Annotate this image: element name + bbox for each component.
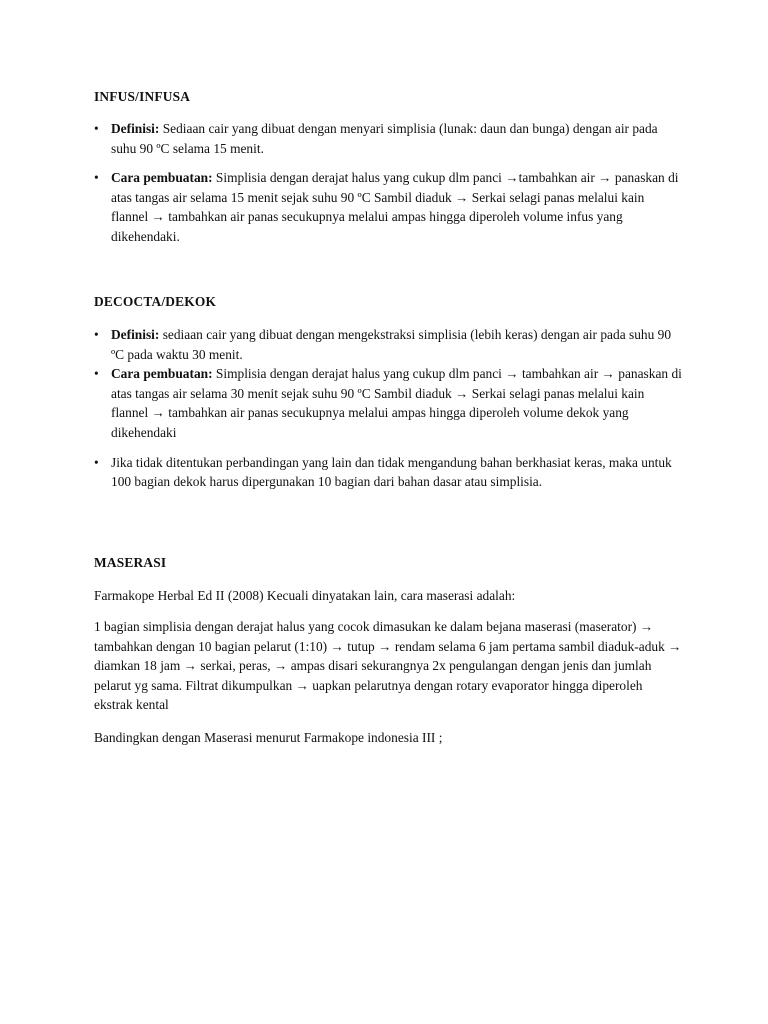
infus-list [94, 119, 684, 247]
item-text: Simplisia dengan derajat halus yang cukup dlm panci → tambahkan air → panaskan di atas tangas air selama 30 menit sejak suhu 90 ºC Sambil diaduk → Serkai selagi panas melalui kain flannel → tambahkan air panas secukupnya melalui ampas hingga diperoleh volume dekok yang dikehendaki [111, 366, 682, 440]
list-item [94, 119, 684, 158]
list-item [94, 325, 684, 364]
item-label: Definisi: [111, 121, 160, 136]
bullet-icon: • [94, 121, 99, 136]
maserasi-intro: Farmakope Herbal Ed II (2008) Kecuali dinyatakan lain, cara maserasi adalah: [94, 588, 516, 603]
item-text: sediaan cair yang dibuat dengan mengekstraksi simplisia (lebih keras) dengan air pada suhu 90 ºC pada waktu 30 menit. [111, 327, 672, 362]
item-text: Sediaan cair yang dibuat dengan menyari simplisia (lunak: daun dan bunga) dengan air pada suhu 90 ºC selama 15 menit. [111, 121, 658, 156]
dekok-list [94, 325, 684, 492]
item-label: Cara pembuatan: [111, 366, 213, 382]
item-text: Simplisia dengan derajat halus yang cukup dlm panci →tambahkan air → panaskan di atas tangas air selama 15 menit sejak suhu 90 ºC Sambil diaduk → Serkai selagi panas melalui kain flannel → tambahkan air panas secukupnya melalui ampas hingga diperoleh volume infus yang dikehendaki. [111, 170, 679, 244]
list-item [94, 364, 684, 442]
heading-maserasi: MASERASI [94, 555, 167, 570]
list-item [94, 453, 684, 492]
item-label: Cara pembuatan: [111, 170, 213, 186]
maserasi-compare: Bandingkan dengan Maserasi menurut Farmakope indonesia III ; [94, 730, 443, 745]
heading-infus: INFUS/INFUSA [94, 89, 191, 104]
item-label: Definisi: [111, 327, 160, 342]
item-text: Jika tidak ditentukan perbandingan yang lain dan tidak mengandung bahan berkhasiat keras, maka untuk 100 bagian dekok harus dipergunakan 10 bagian dari bahan dasar atau simplisia. [111, 454, 672, 490]
bullet-icon: • [94, 366, 99, 382]
list-item [94, 168, 684, 246]
bullet-icon: • [94, 454, 99, 470]
heading-dekok: DECOCTA/DEKOK [94, 294, 217, 309]
bullet-icon: • [94, 327, 99, 342]
bullet-icon: • [94, 170, 99, 186]
maserasi-procedure: 1 bagian simplisia dengan derajat halus yang cocok dimasukan ke dalam bejana maserasi (maserator) → tambahkan dengan 10 bagian pelarut (1:10) → tutup → rendam selama 6 jam pertama sambil diaduk-aduk → diamkan 18 jam → serkai, peras, → ampas disari sekurangnya 2x pengulangan dengan jenis dan jumlah pelarut yg sama. Filtrat dikumpulkan → uapkan pelarutnya dengan rotary evaporator hingga diperoleh ekstrak kental [94, 619, 682, 713]
